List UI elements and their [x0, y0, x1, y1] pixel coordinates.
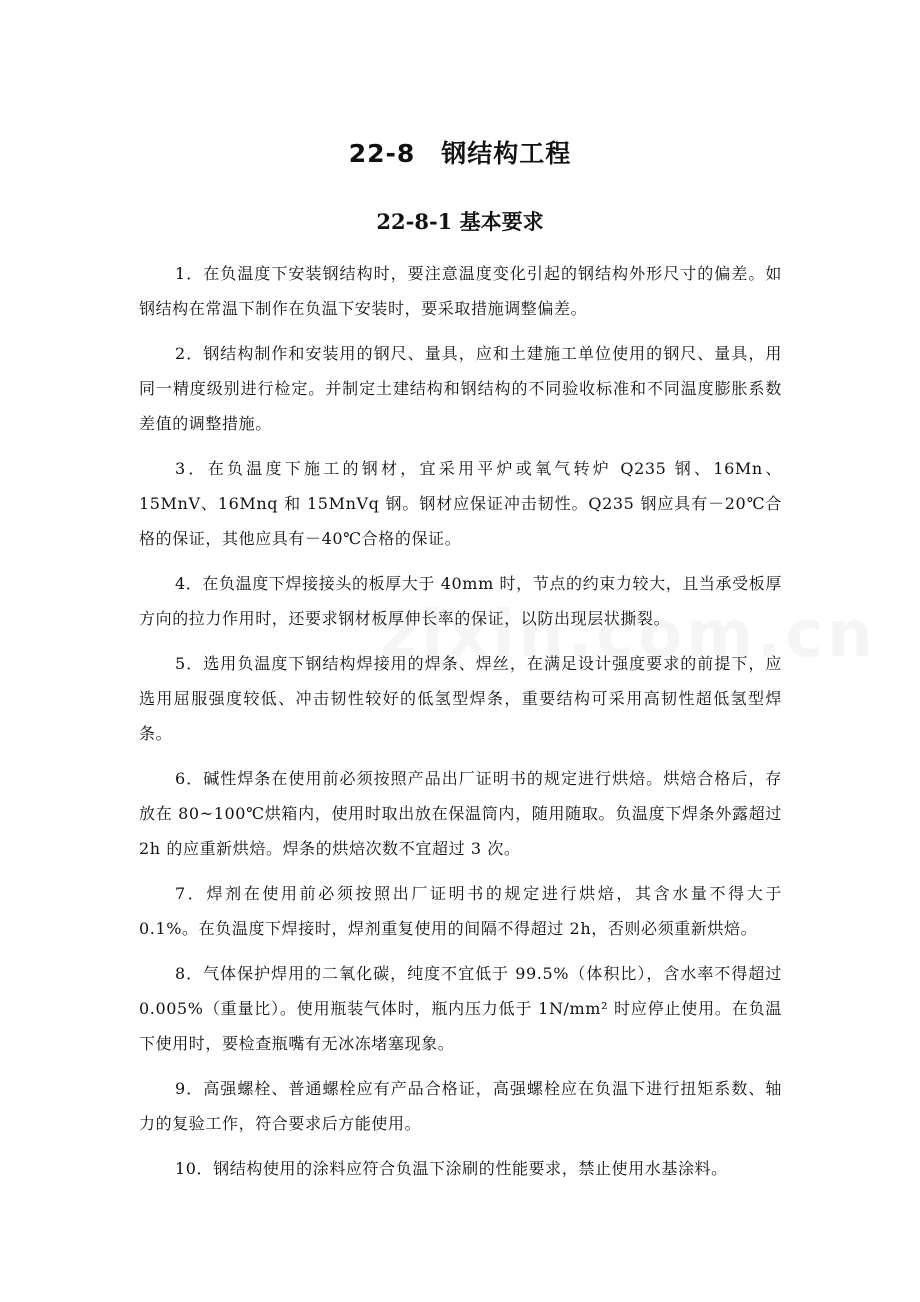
paragraph-3: 3．在负温度下施工的钢材，宜采用平炉或氧气转炉 Q235 钢、16Mn、15MnV、16Mnq 和 15MnVq 钢。钢材应保证冲击韧性。Q235 钢应具有－20℃合格的保证，其他应具有－40℃合格的保证。	[139, 459, 782, 548]
paragraph-9: 9．高强螺栓、普通螺栓应有产品合格证，高强螺栓应在负温下进行扭矩系数、轴力的复验工作，符合要求后方能使用。	[139, 1079, 782, 1133]
paragraph-8: 8．气体保护焊用的二氧化碳，纯度不宜低于 99.5%（体积比），含水率不得超过 0.005%（重量比）。使用瓶装气体时，瓶内压力低于 1N/mm² 时应停止使用。在负温下使用时，要检查瓶嘴有无冰冻堵塞现象。	[139, 964, 782, 1053]
page-title: 22-8 钢结构工程	[348, 139, 572, 168]
paragraph-10: 10．钢结构使用的涂料应符合负温下涂刷的性能要求，禁止使用水基涂料。	[175, 1159, 728, 1178]
paragraph-7: 7．焊剂在使用前必须按照出厂证明书的规定进行烘焙，其含水量不得大于 0.1%。在负温度下焊接时，焊剂重复使用的间隔不得超过 2h，否则必须重新烘焙。	[139, 884, 782, 938]
section-heading: 22-8-1 基本要求	[376, 209, 544, 234]
paragraph-1: 1．在负温度下安装钢结构时，要注意温度变化引起的钢结构外形尺寸的偏差。如钢结构在常温下制作在负温下安装时，要采取措施调整偏差。	[139, 264, 782, 318]
paragraph-2: 2．钢结构制作和安装用的钢尺、量具，应和土建施工单位使用的钢尺、量具，用同一精度级别进行检定。并制定土建结构和钢结构的不同验收标准和不同温度膨胀系数差值的调整措施。	[139, 344, 782, 433]
paragraph-4: 4．在负温度下焊接接头的板厚大于 40mm 时，节点的约束力较大，且当承受板厚方向的拉力作用时，还要求钢材板厚伸长率的保证，以防出现层状撕裂。	[139, 574, 782, 628]
paragraph-5: 5．选用负温度下钢结构焊接用的焊条、焊丝，在满足设计强度要求的前提下，应选用屈服强度较低、冲击韧性较好的低氢型焊条，重要结构可采用高韧性超低氢型焊条。	[139, 654, 782, 743]
paragraph-6: 6．碱性焊条在使用前必须按照产品出厂证明书的规定进行烘焙。烘焙合格后，存放在 80~100℃烘箱内，使用时取出放在保温筒内，随用随取。负温度下焊条外露超过 2h 的应重新烘焙。焊条的烘焙次数不宜超过 3 次。	[139, 769, 782, 858]
document-body	[139, 256, 782, 1196]
